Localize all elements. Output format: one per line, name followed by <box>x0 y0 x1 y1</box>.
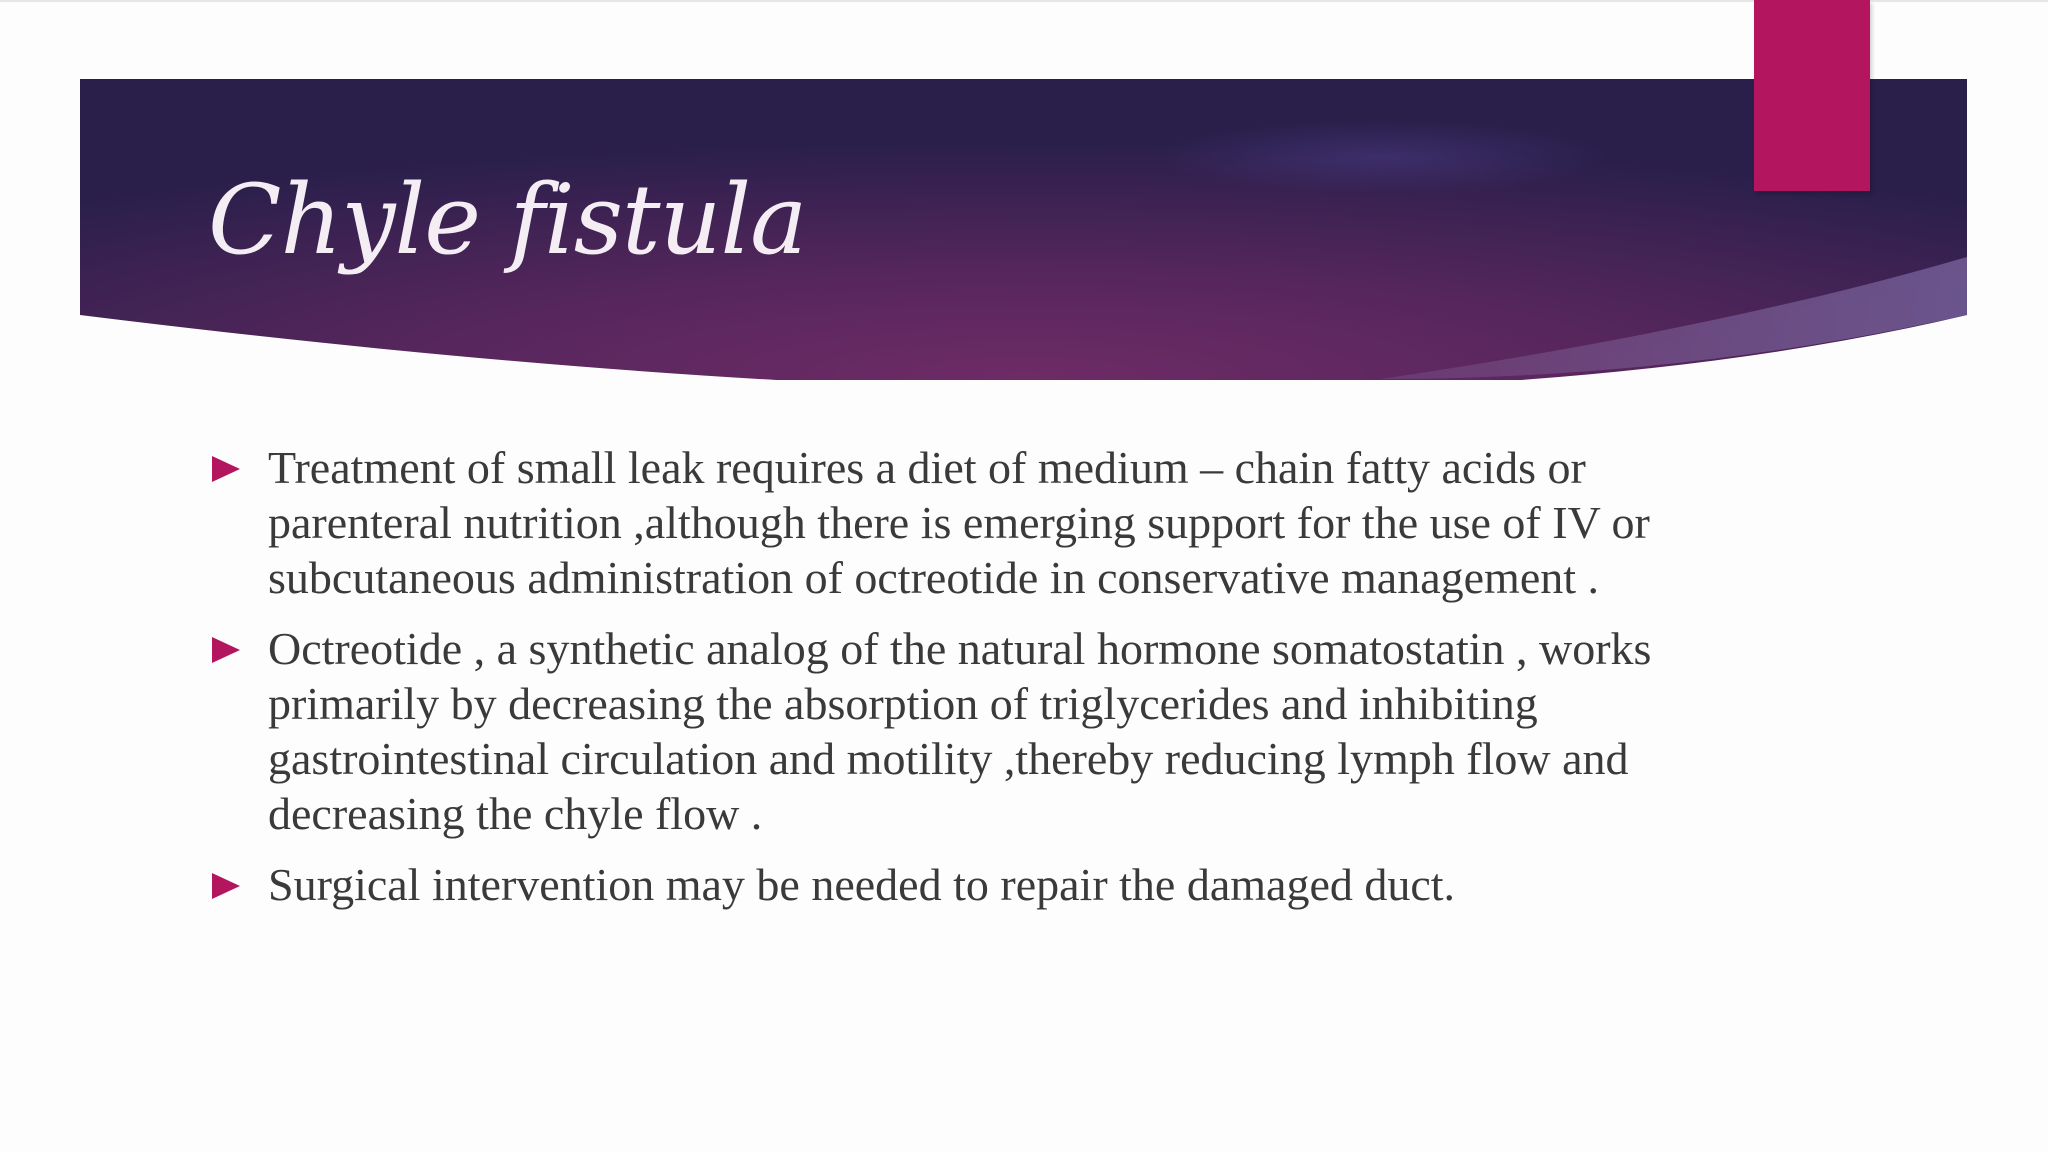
triangle-right-icon <box>212 873 240 899</box>
bullet-item <box>210 857 1680 912</box>
bullet-text: Octreotide , a synthetic analog of the natural hormone somatostatin , works primarily by decreasing the absorption of triglycerides and inhibiting gastrointestinal circulation and motility ,thereby reducing lymph flow and decreasing the chyle flow . <box>268 623 1652 839</box>
bullet-text: Surgical intervention may be needed to repair the damaged duct. <box>268 859 1456 910</box>
top-divider <box>0 0 2048 2</box>
bullet-item <box>210 621 1680 841</box>
triangle-right-icon <box>212 637 240 663</box>
slide-title: Chyle fistula <box>208 164 807 276</box>
bullet-text: Treatment of small leak requires a diet of medium – chain fatty acids or parenteral nutrition ,although there is emerging support for the use of IV or subcutaneous administration of octreotide in conservative management . <box>268 442 1650 603</box>
triangle-right-icon <box>212 456 240 482</box>
bullet-item <box>210 440 1680 605</box>
accent-tab <box>1754 0 1870 191</box>
bullet-list <box>210 440 1680 928</box>
